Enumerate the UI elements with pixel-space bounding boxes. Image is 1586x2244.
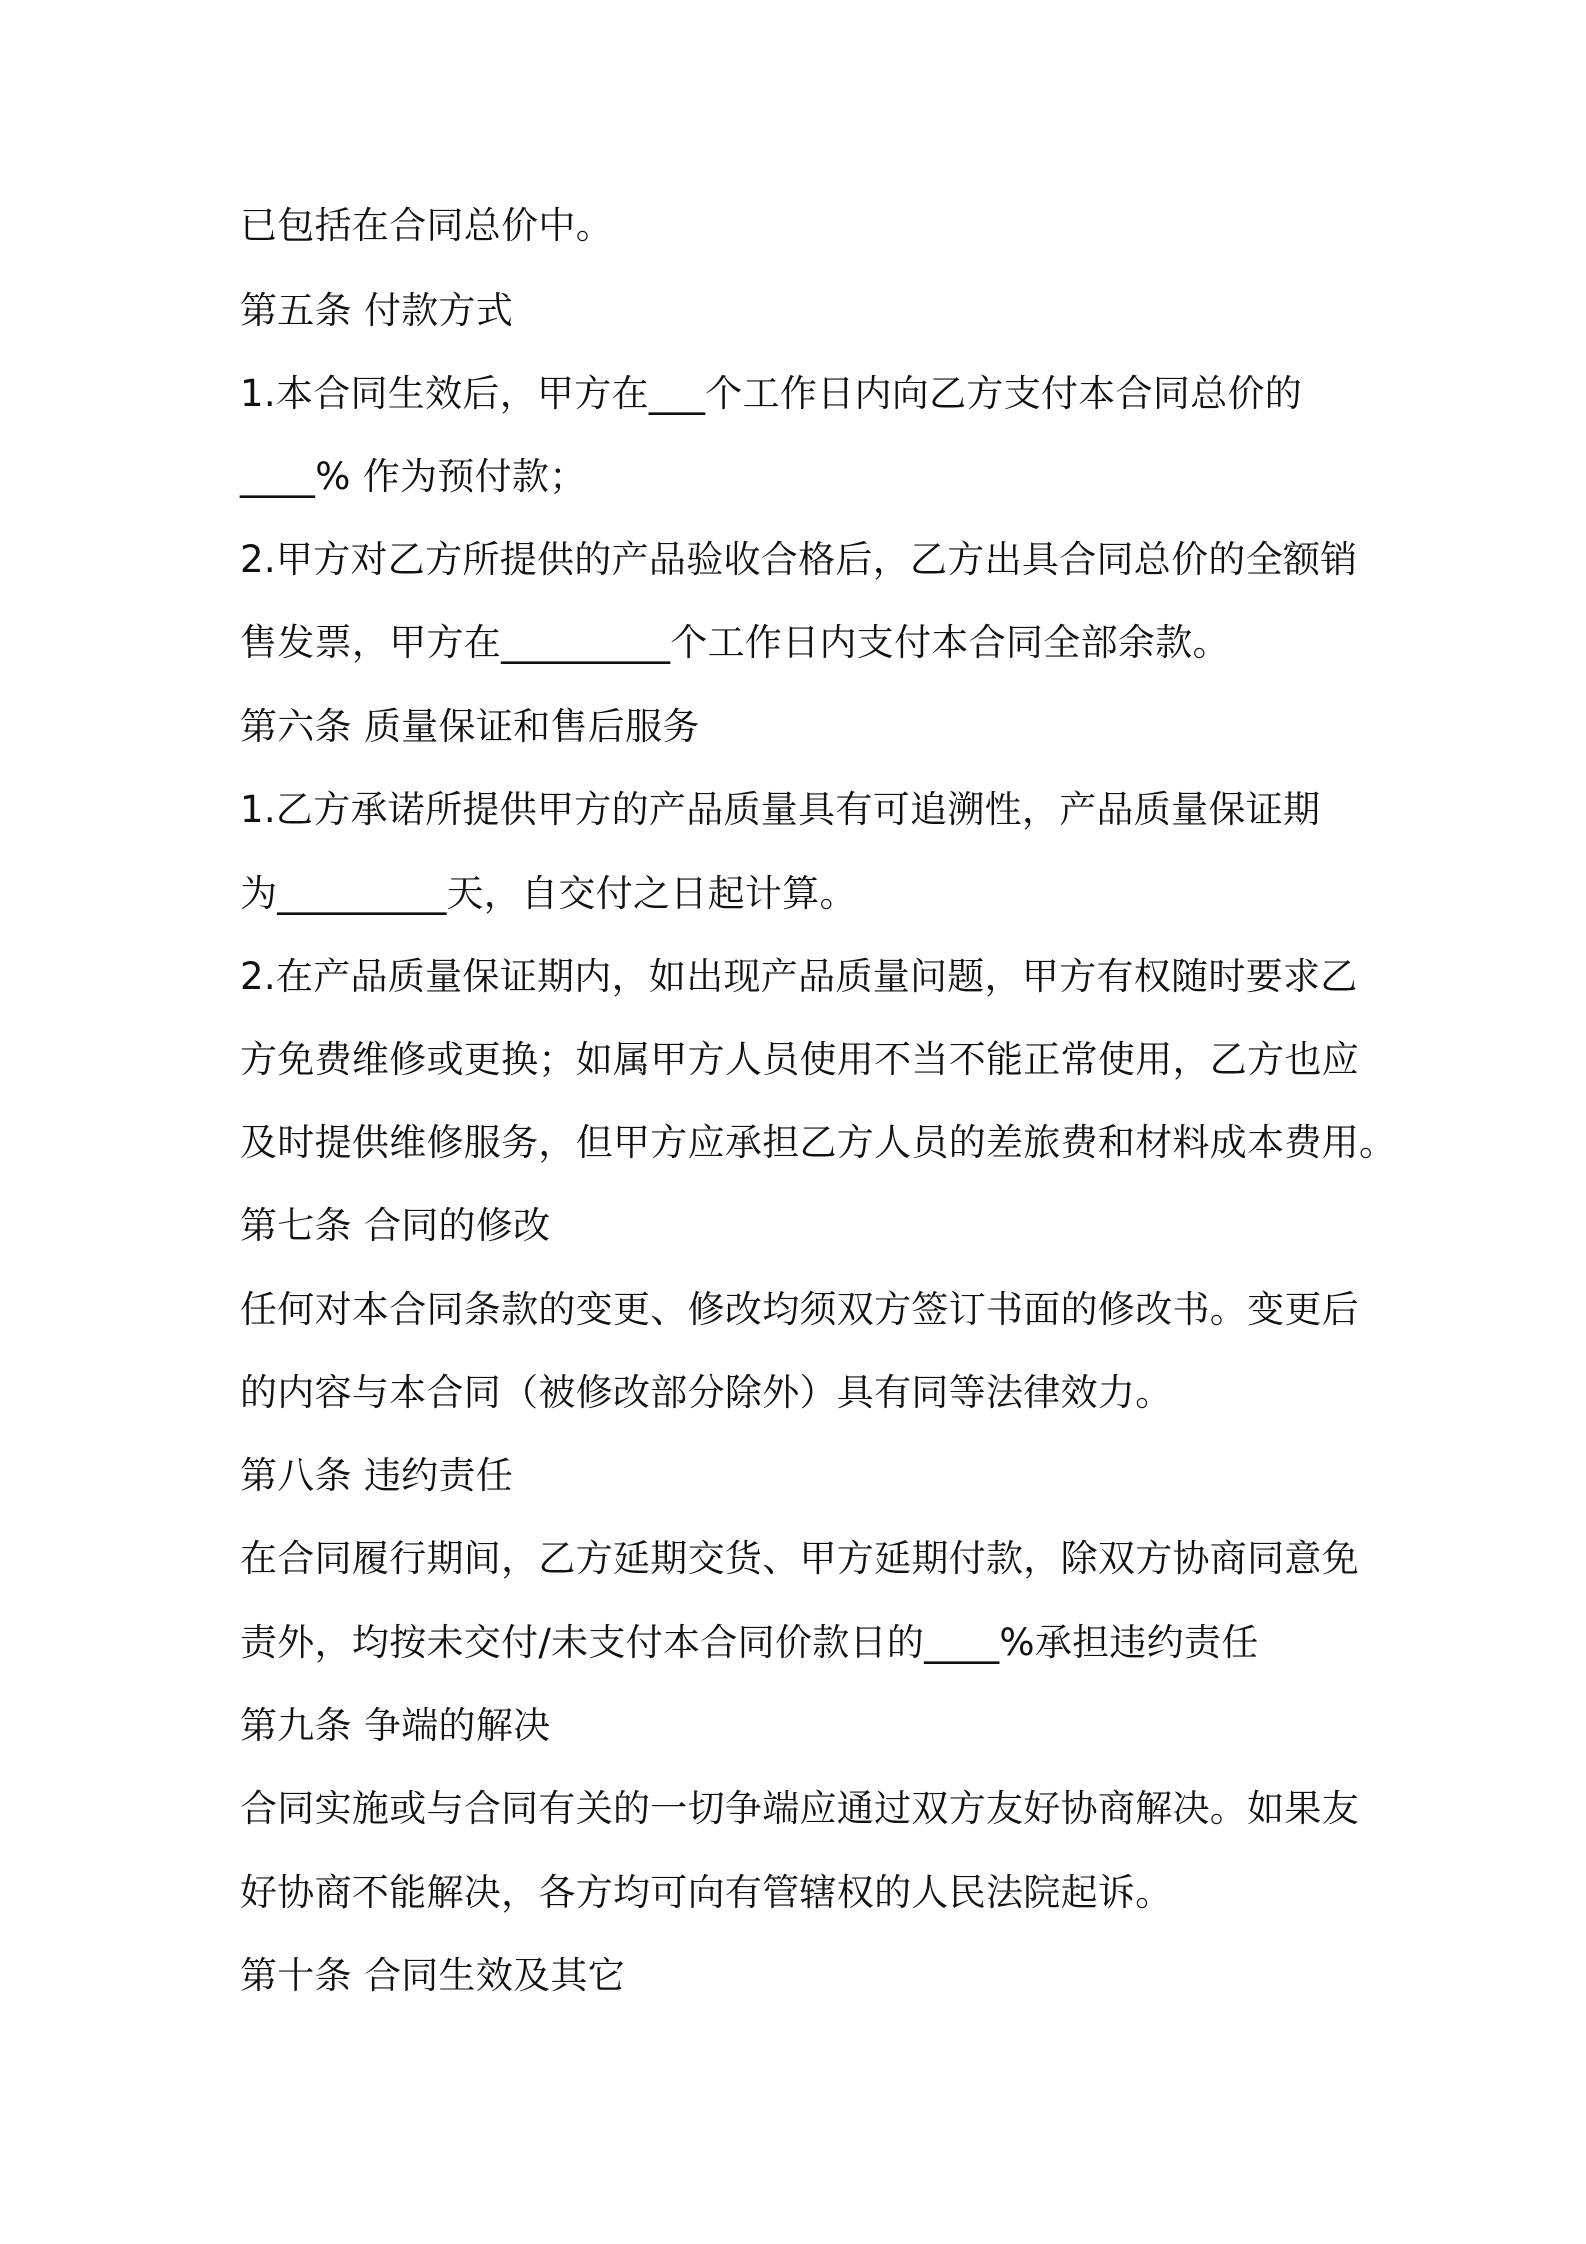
- body-line: 合同实施或与合同有关的一切争端应通过双方友好协商解决。如果友: [240, 1787, 1359, 1830]
- body-line: 2.在产品质量保证期内，如出现产品质量问题，甲方有权随时要求乙: [240, 955, 1358, 998]
- body-line: 为_________天，自交付之日起计算。: [240, 872, 857, 915]
- article-heading-10: 第十条 合同生效及其它: [240, 1954, 626, 1997]
- body-line: 责外，均按未交付/未支付本合同价款日的____%承担违约责任: [240, 1621, 1259, 1664]
- body-line: 的内容与本合同（被修改部分除外）具有同等法律效力。: [240, 1371, 1173, 1414]
- body-line: 任何对本合同条款的变更、修改均须双方签订书面的修改书。变更后: [240, 1288, 1359, 1331]
- body-line: 及时提供维修服务，但甲方应承担乙方人员的差旅费和材料成本费用。: [240, 1121, 1397, 1164]
- article-heading-6: 第六条 质量保证和售后服务: [240, 705, 700, 748]
- body-line: ____% 作为预付款；: [240, 455, 587, 498]
- body-line: 2.甲方对乙方所提供的产品验收合格后，乙方出具合同总价的全额销: [240, 538, 1358, 581]
- body-line: 在合同履行期间，乙方延期交货、甲方延期付款，除双方协商同意免: [240, 1537, 1359, 1580]
- body-line: 已包括在合同总价中。: [240, 204, 613, 247]
- body-line: 好协商不能解决，各方均可向有管辖权的人民法院起诉。: [240, 1871, 1173, 1914]
- body-line: 1.本合同生效后，甲方在___个工作日内向乙方支付本合同总价的: [240, 372, 1303, 415]
- article-heading-9: 第九条 争端的解决: [240, 1704, 551, 1747]
- body-line: 方免费维修或更换；如属甲方人员使用不当不能正常使用，乙方也应: [240, 1038, 1359, 1081]
- article-heading-8: 第八条 违约责任: [240, 1454, 514, 1497]
- article-heading-7: 第七条 合同的修改: [240, 1204, 551, 1247]
- article-heading-5: 第五条 付款方式: [240, 289, 514, 332]
- body-line: 售发票，甲方在_________个工作日内支付本合同全部余款。: [240, 621, 1230, 664]
- body-line: 1.乙方承诺所提供甲方的产品质量具有可追溯性，产品质量保证期: [240, 788, 1321, 831]
